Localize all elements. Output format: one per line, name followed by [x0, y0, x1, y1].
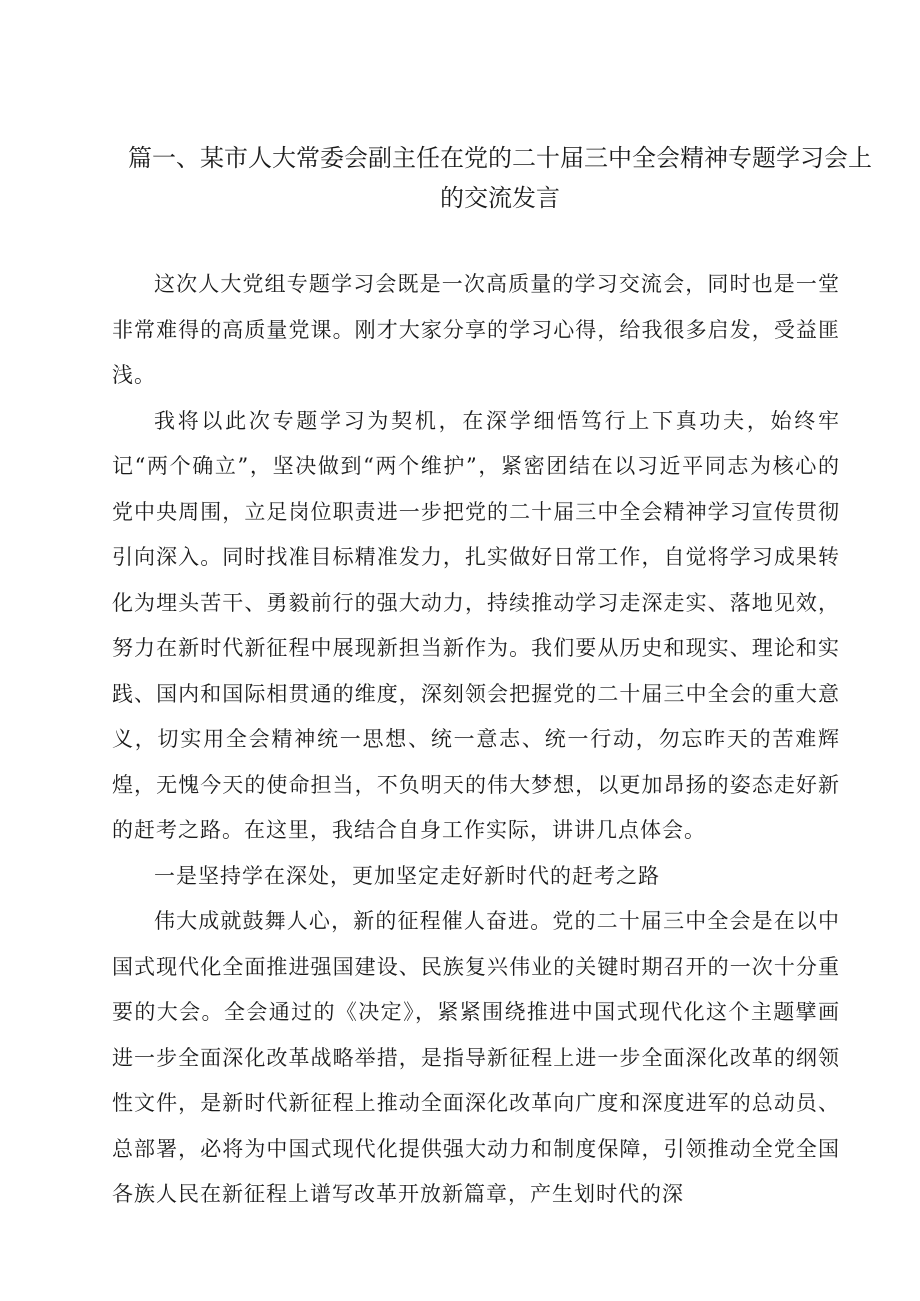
section-heading-one: 一是坚持学在深处，更加坚定走好新时代的赶考之路 [154, 863, 660, 888]
paragraph-commitment: 我将以此次专题学习为契机，在深学细悟笃行上下真功夫，始终牢记“两个确立”，坚决做到“两个维护”，紧密团结在以习近平同志为核心的党中央周围，立足岗位职责进一步把党的二十届三中全会精神学习宣传贯彻引向深入。同时找准目标精准发力，扎实做好日常工作，自觉将学习成果转化为埋头苦干、勇毅前行的强大动力，持续推动学习走深走实、落地见效，努力在新时代新征程中展现新担当新作为。我们要从历史和现实、理论和实践、国内和国际相贯通的维度，深刻领会把握党的二十届三中全会的重大意义，切实用全会精神统一思想、统一意志、统一行动，勿忘昨天的苦难辉煌，无愧今天的使命担当，不负明天的伟大梦想，以更加昂扬的姿态走好新的赶考之路。在这里，我结合自身工作实际，讲讲几点体会。 [112, 408, 840, 842]
paragraph-intro: 这次人大党组专题学习会既是一次高质量的学习交流会，同时也是一堂非常难得的高质量党课。刚才大家分享的学习心得，给我很多启发，受益匪浅。 [112, 272, 840, 387]
document-title: 篇一、某市人大常委会副主任在党的二十届三中全会精神专题学习会上的交流发言 [128, 144, 872, 212]
document-body [112, 262, 840, 1218]
paragraph-section-one: 伟大成就鼓舞人心，新的征程催人奋进。党的二十届三中全会是在以中国式现代化全面推进强国建设、民族复兴伟业的关键时期召开的一次十分重要的大会。全会通过的《决定》，紧紧围绕推进中国式现代化这个主题擘画进一步全面深化改革战略举措，是指导新征程上进一步全面深化改革的纲领性文件，是新时代新征程上推动全面深化改革向广度和深度进军的总动员、总部署，必将为中国式现代化提供强大动力和制度保障，引领推动全党全国各族人民在新征程上谱写改革开放新篇章，产生划时代的深 [112, 909, 840, 1206]
